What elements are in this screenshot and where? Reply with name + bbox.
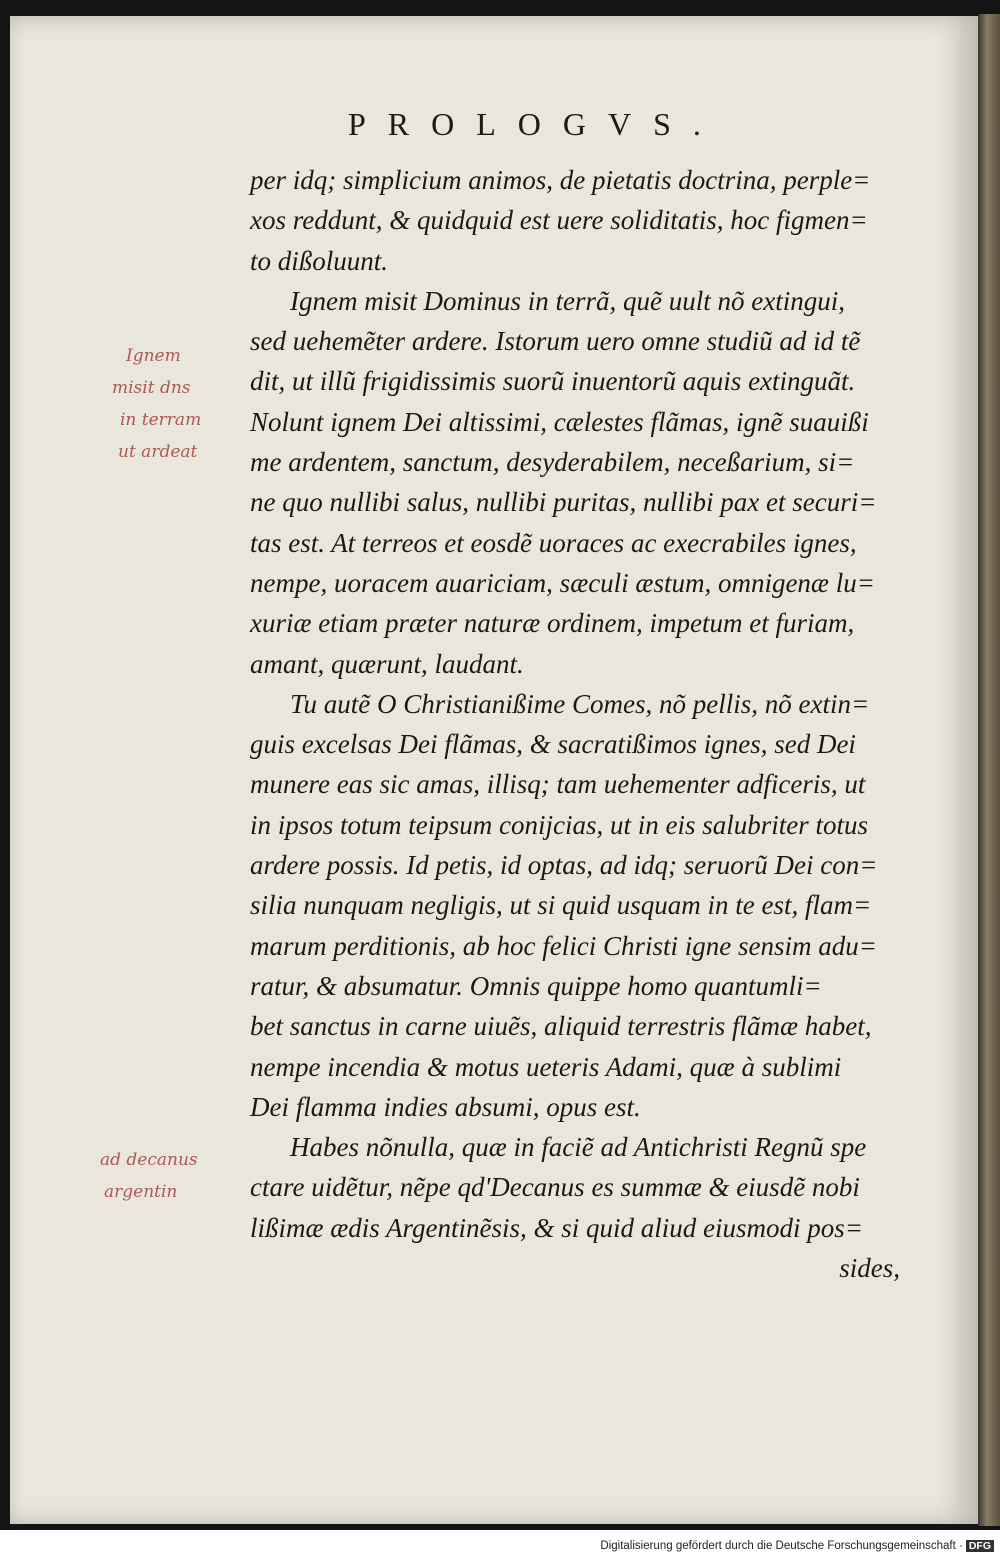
text-line: tas est. At terreos et eosdẽ uoraces ac execrabiles ignes,: [250, 527, 857, 558]
text-line: ratur, & absumatur. Omnis quippe homo quantumli=: [250, 970, 822, 1001]
text-line: Ignem misit Dominus in terrã, quẽ uult nõ extingui,: [290, 285, 845, 316]
text-line: munere eas sic amas, illisq; tam uehementer adficeris, ut: [250, 769, 866, 800]
text-line: me ardentem, sanctum, desyderabilem, neceßarium, si=: [250, 447, 855, 478]
text-line: to dißoluunt.: [250, 245, 389, 276]
text-line: nempe incendia & motus ueteris Adami, quæ à sublimi: [250, 1051, 842, 1082]
text-line: dit, ut illũ frigidissimis suorũ inuentorũ aquis extinguãt.: [250, 366, 856, 397]
credit-text: Digitalisierung gefördert durch die Deutsche Forschungsgemeinschaft ·: [600, 1540, 963, 1552]
body-text: [250, 160, 910, 1288]
marginal-note: misit dns: [112, 378, 191, 398]
digitization-credit: [598, 1540, 994, 1552]
text-line: lißimæ ædis Argentinẽsis, & si quid aliud eiusmodi pos=: [250, 1212, 864, 1243]
text-line: xuriæ etiam præter naturæ ordinem, impetum et furiam,: [250, 608, 855, 639]
text-line: ne quo nullibi salus, nullibi puritas, nullibi pax et securi=: [250, 487, 877, 518]
text-line: Nolunt ignem Dei altissimi, cælestes flãmas, ignẽ suauißi: [250, 406, 869, 437]
text-line: per idq; simplicium animos, de pietatis doctrina, perple=: [250, 165, 871, 195]
marginal-note: ad decanus: [100, 1150, 198, 1170]
text-line: xos reddunt, & quidquid est uere soliditatis, hoc figmen=: [250, 205, 868, 236]
book-edge: [978, 14, 1000, 1526]
text-line: ardere possis. Id petis, id optas, ad idq; seruorũ Dei con=: [250, 850, 878, 881]
text-line: marum perditionis, ab hoc felici Christi igne sensim adu=: [250, 930, 877, 961]
dfg-logo: DFG: [966, 1540, 994, 1552]
text-line: amant, quærunt, laudant.: [250, 648, 524, 679]
text-line: Dei flamma indies absumi, opus est.: [250, 1091, 641, 1122]
text-line: sed uehemẽter ardere. Istorum uero omne studiũ ad id tẽ: [250, 326, 861, 357]
text-line: Tu autẽ O Christianißime Comes, nõ pellis, nõ extin=: [290, 688, 870, 719]
catchword: sides,: [839, 1253, 900, 1284]
text-line: in ipsos totum teipsum conijcias, ut in eis salubriter totus: [250, 809, 869, 840]
marginal-note: in terram: [120, 410, 202, 430]
text-line: ctare uidẽtur, nẽpe qd'Decanus es summæ & eiusdẽ nobi: [250, 1172, 860, 1203]
running-header: PROLOGVS.: [348, 106, 723, 142]
text-line: guis excelsas Dei flãmas, & sacratißimos ignes, sed Dei: [250, 729, 856, 760]
text-line: nempe, uoracem auariciam, sæculi æstum, omnigenæ lu=: [250, 567, 875, 598]
text-line: silia nunquam negligis, ut si quid usquam in te est, flam=: [250, 890, 872, 921]
marginal-note: argentin: [104, 1182, 178, 1202]
text-line: Habes nõnulla, quæ in faciẽ ad Antichristi Regnũ spe: [290, 1132, 867, 1163]
marginal-note: ut ardeat: [118, 442, 198, 462]
text-line: bet sanctus in carne uiuẽs, aliquid terrestris flãmæ habet,: [250, 1011, 872, 1042]
marginal-note: Ignem: [126, 346, 181, 366]
